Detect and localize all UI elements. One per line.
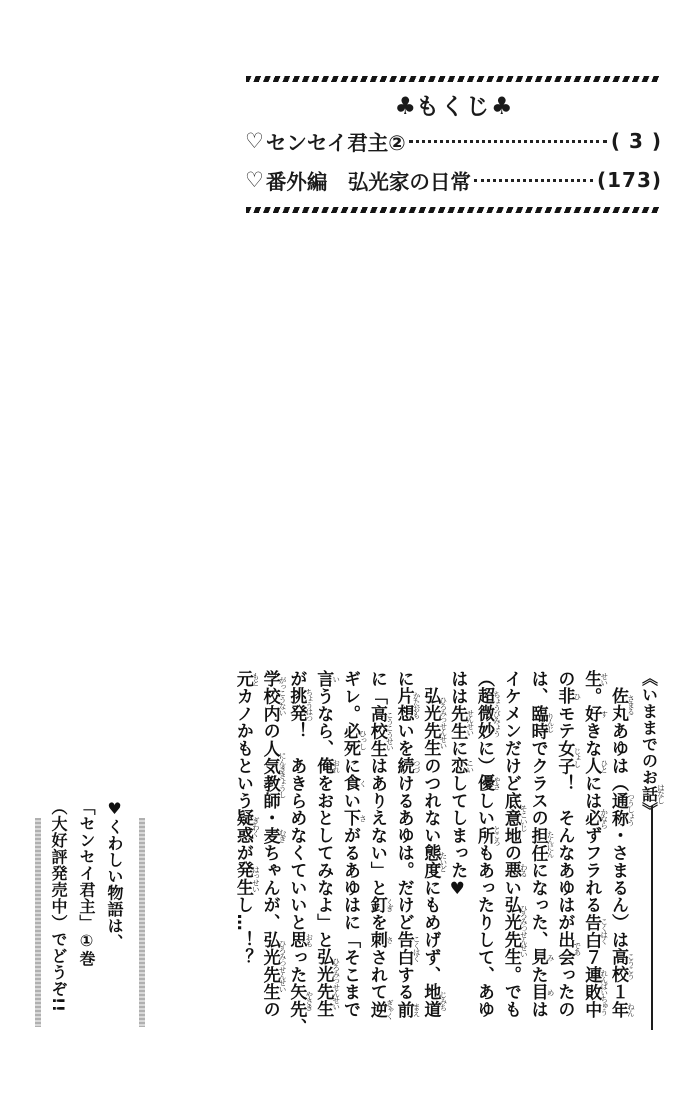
- story-text-column: の非ひモテ女子じょし！ そんなあゆはが出会であったの: [554, 670, 582, 1019]
- story-text-column: ギレ。必死ひっしに食くい下さがるあゆはに「そこまで: [340, 670, 368, 1019]
- story-text-column: 佐丸さまるあゆは（通称つうしょう・さまるん）は高校こうこう１年ねん: [608, 687, 636, 1019]
- toc-entry-label: 番外編 弘光家の日常: [265, 169, 471, 194]
- story-text-column: はは先生せんせいに恋こいしてしまった♥: [447, 670, 475, 900]
- toc-title-text: もくじ: [416, 94, 491, 120]
- story-text-column: イケメンだけど底意地そこいじの悪わるい弘光先生ひろみつせんせい。でも: [500, 670, 529, 1019]
- promo-text-column: ♥くわしい物語は、: [105, 799, 124, 951]
- heart-outline-icon: ♡: [245, 167, 264, 192]
- toc-title: [245, 92, 662, 121]
- toc-entry-extra-story: [245, 160, 662, 199]
- story-text-column: は、臨時りんじでクラスの担任たんにんになった、見みた目めは: [527, 670, 556, 1019]
- club-icon: ♣: [491, 92, 513, 120]
- story-text-column: に「高校生こうこうせいはありえない」と釘くぎを刺さされて逆ぎゃく: [366, 670, 395, 1020]
- story-text-column: 学校内がっこうないの人気教師にんききょうし・麦むぎちゃんが、弘光先生ひろみつせんせいの: [259, 670, 288, 1019]
- story-text-column: 弘光先生ひろみつせんせいのつれない態度たいどにもめげず、地道じみち: [420, 687, 448, 1019]
- promo-left-shade-bar: [35, 818, 41, 1027]
- toc-bottom-rope-border: [246, 207, 661, 213]
- toc-box: [245, 76, 662, 213]
- toc-page-number: (173): [596, 167, 662, 192]
- story-recap-heading: 《いままでのお話はなし》: [639, 670, 666, 819]
- toc-entry-main-story: [245, 121, 662, 160]
- promo-text-column: 「センセイ君主」①巻: [77, 799, 96, 967]
- heart-outline-icon: ♡: [245, 128, 264, 153]
- story-text-column: （超微妙ちょうびみょうに）優やさしい所ところもあったりして、あゆ: [474, 670, 502, 1019]
- dot-leader: [474, 179, 593, 182]
- story-recap-block: [230, 670, 666, 1036]
- story-text-column: 元もとカノかもという疑惑ぎわくが発生はっせいし…！？: [232, 670, 261, 966]
- story-text-column: が挑発ちょうはつ！ あきらめなくていいと思おもった矢先やさき、: [286, 670, 314, 1036]
- vertical-divider-rule: [651, 806, 653, 1030]
- dot-leader: [409, 140, 607, 143]
- story-text-column: 生せい。好すきな人ひとには必かならずフラれる告白こくはく７連敗中れんぱいちゅう: [581, 670, 609, 1019]
- promo-right-shade-bar: [139, 818, 145, 1027]
- toc-entry-label: センセイ君主②: [265, 130, 406, 155]
- promo-note-block: [33, 799, 145, 1031]
- promo-text-column: （大好評発売中）でどうぞ!!: [49, 799, 68, 1013]
- toc-page-number: ( 3 ): [610, 128, 662, 153]
- story-text-column: 言いうなら、俺おれをおとしてみなよ」と弘光先生ひろみつせんせい: [313, 670, 341, 1019]
- toc-top-rope-border: [246, 76, 661, 82]
- story-text-column: に片想かたおもいを続つづけるあゆは。だけど告白こくはくする前まえ: [393, 670, 422, 1019]
- club-icon: ♣: [394, 92, 416, 120]
